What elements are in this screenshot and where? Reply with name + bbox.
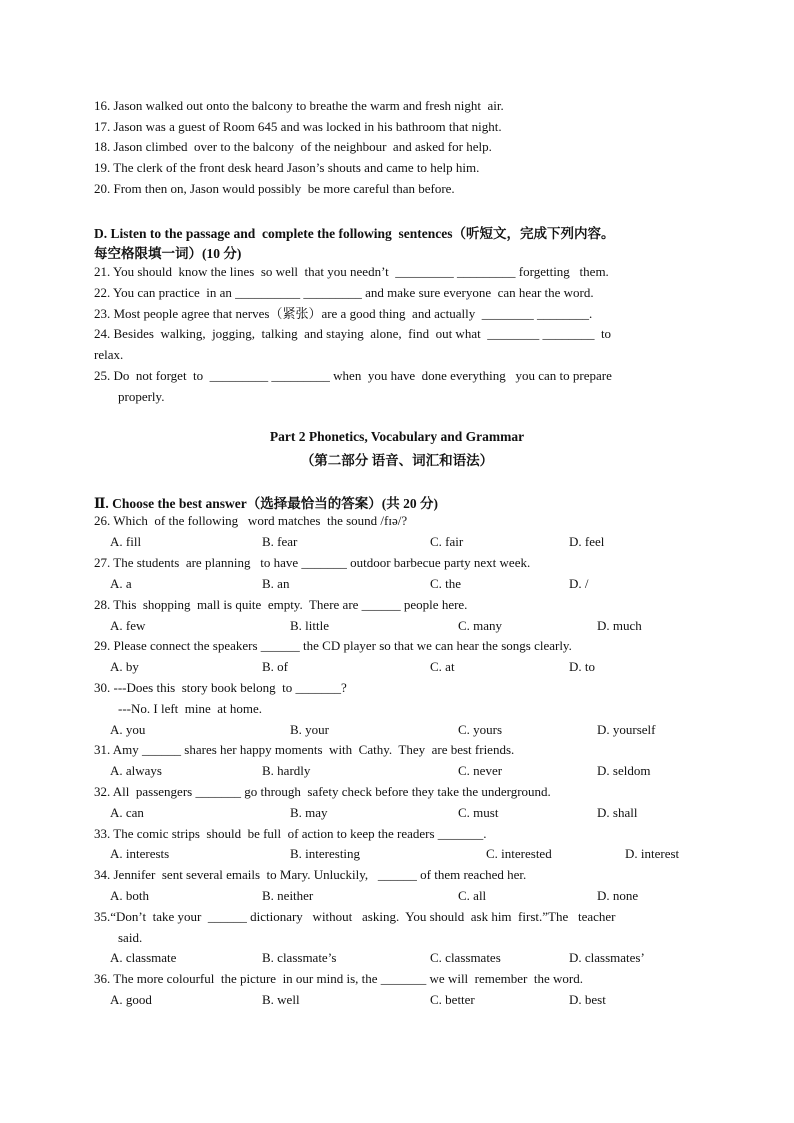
option-32-b[interactable]: B. may (290, 805, 328, 820)
statement-20: 20. From then on, Jason would possibly be more careful than before. (94, 181, 455, 196)
option-30-b[interactable]: B. your (290, 722, 329, 737)
option-28-b[interactable]: B. little (290, 618, 329, 633)
part2-title: Part 2 Phonetics, Vocabulary and Grammar (269, 429, 525, 444)
option-30-c[interactable]: C. yours (458, 722, 503, 737)
option-34-b[interactable]: B. neither (262, 888, 314, 903)
option-26-c[interactable]: C. fair (430, 534, 464, 549)
question-29: 29. Please connect the speakers ______ the CD player so that we can hear the songs clearly. (94, 638, 572, 653)
option-36-a[interactable]: A. good (110, 992, 152, 1007)
question-27: 27. The students are planning to have _______ outdoor barbecue party next week. (94, 555, 531, 570)
option-27-c[interactable]: C. the (430, 576, 462, 591)
option-26-d[interactable]: D. feel (569, 534, 605, 549)
sentence-21: 21. You should know the lines so well that you needn’t _________ _________ forgetting them. (94, 264, 609, 279)
option-35-a[interactable]: A. classmate (110, 950, 177, 965)
option-34-c[interactable]: C. all (458, 888, 487, 903)
question-30-dialogue: ---No. I left mine at home. (118, 701, 263, 716)
option-33-a[interactable]: A. interests (110, 846, 170, 861)
option-32-d[interactable]: D. shall (597, 805, 638, 820)
option-28-a[interactable]: A. few (110, 618, 146, 633)
question-31: 31. Amy ______ shares her happy moments with Cathy. They are best friends. (94, 742, 515, 757)
option-36-d[interactable]: D. best (569, 992, 606, 1007)
option-36-c[interactable]: C. better (430, 992, 475, 1007)
sentence-24-cont: relax. (94, 347, 124, 362)
option-31-d[interactable]: D. seldom (597, 763, 651, 778)
question-26: 26. Which of the following word matches the sound /fɪə/? (94, 513, 408, 528)
question-35: 35.“Don’t take your ______ dictionary without asking. You should ask him first.”The teacher (94, 909, 616, 924)
option-31-c[interactable]: C. never (458, 763, 503, 778)
statement-17: 17. Jason was a guest of Room 645 and was locked in his bathroom that night. (94, 119, 502, 134)
option-34-d[interactable]: D. none (597, 888, 639, 903)
question-30: 30. ---Does this story book belong to _______? (94, 680, 347, 695)
option-26-b[interactable]: B. fear (262, 534, 298, 549)
option-29-b[interactable]: B. of (262, 659, 288, 674)
option-27-b[interactable]: B. an (262, 576, 290, 591)
option-28-c[interactable]: C. many (458, 618, 503, 633)
section-ii-title: Ⅱ. Choose the best answer（选择最恰当的答案）(共 20 分) (94, 496, 438, 511)
option-32-c[interactable]: C. must (458, 805, 499, 820)
option-33-d[interactable]: D. interest (625, 846, 680, 861)
sentence-25-cont: properly. (118, 389, 165, 404)
option-31-b[interactable]: B. hardly (262, 763, 311, 778)
statement-16: 16. Jason walked out onto the balcony to breathe the warm and fresh night air. (94, 98, 504, 113)
option-32-a[interactable]: A. can (110, 805, 144, 820)
question-34: 34. Jennifer sent several emails to Mary. Unluckily, ______ of them reached her. (94, 867, 527, 882)
option-35-c[interactable]: C. classmates (430, 950, 501, 965)
option-30-d[interactable]: D. yourself (597, 722, 656, 737)
option-29-a[interactable]: A. by (110, 659, 139, 674)
option-34-a[interactable]: A. both (110, 888, 149, 903)
question-32: 32. All passengers _______ go through safety check before they take the underground. (94, 784, 551, 799)
option-27-d[interactable]: D. / (569, 576, 589, 591)
sentence-23: 23. Most people agree that nerves（紧张）are a good thing and actually ________ ________. (94, 306, 593, 321)
question-33: 33. The comic strips should be full of action to keep the readers _______. (94, 826, 487, 841)
option-35-d[interactable]: D. classmates’ (569, 950, 645, 965)
part2-subtitle: （第二部分 语音、词汇和语法） (300, 453, 494, 468)
option-30-a[interactable]: A. you (110, 722, 146, 737)
section-d-title: D. Listen to the passage and complete the following sentences（听短文，完成下列内容。 (94, 226, 615, 241)
option-33-b[interactable]: B. interesting (290, 846, 361, 861)
statement-18: 18. Jason climbed over to the balcony of the neighbour and asked for help. (94, 139, 492, 154)
option-27-a[interactable]: A. a (110, 576, 132, 591)
sentence-24: 24. Besides walking, jogging, talking and staying alone, find out what ________ ________ to (94, 326, 612, 341)
option-31-a[interactable]: A. always (110, 763, 162, 778)
option-28-d[interactable]: D. much (597, 618, 642, 633)
section-d-title-cont: 每空格限填一词）(10 分) (94, 246, 242, 261)
option-26-a[interactable]: A. fill (110, 534, 142, 549)
option-29-c[interactable]: C. at (430, 659, 455, 674)
sentence-22: 22. You can practice in an __________ _________ and make sure everyone can hear the word. (94, 285, 594, 300)
statement-19: 19. The clerk of the front desk heard Jason’s shouts and came to help him. (94, 160, 480, 175)
option-36-b[interactable]: B. well (262, 992, 300, 1007)
option-33-c[interactable]: C. interested (486, 846, 552, 861)
question-35-cont: said. (118, 930, 143, 945)
option-29-d[interactable]: D. to (569, 659, 595, 674)
question-36: 36. The more colourful the picture in our mind is, the _______ we will remember the word. (94, 971, 583, 986)
question-28: 28. This shopping mall is quite empty. There are ______ people here. (94, 597, 468, 612)
sentence-25: 25. Do not forget to _________ _________ when you have done everything you can to prepare (94, 368, 612, 383)
option-35-b[interactable]: B. classmate’s (262, 950, 337, 965)
